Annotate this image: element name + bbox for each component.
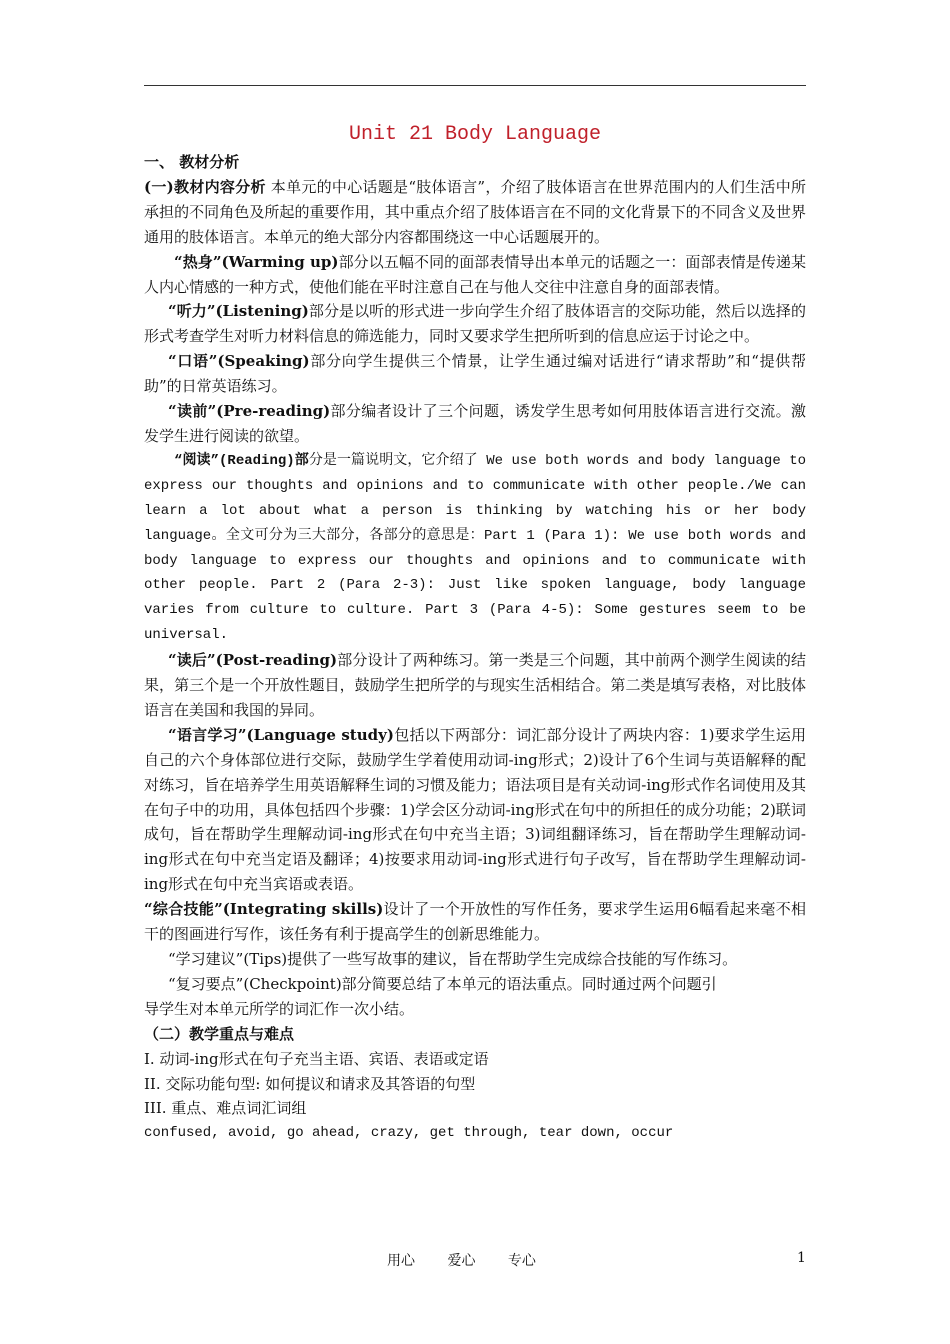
paragraph-label: “综合技能”(Integrating skills) xyxy=(144,900,384,919)
paragraph-text: 设计了一个开放性的写作任务，要求学生运用6幅看起来毫不相干的图画进行写作，该任务有利于提高学生的创新思维能力。 xyxy=(144,900,807,944)
paragraph-reading xyxy=(144,449,806,648)
paragraph-text: 部分编者设计了三个问题，诱发学生思考如何用肢体语言进行交流。激发学生进行阅读的欲望。 xyxy=(144,402,806,445)
footer-word: 用心 xyxy=(387,1253,415,1269)
paragraph-checkpoint-line1: “复习要点”(Checkpoint)部分简要总结了本单元的语法重点。同时通过两个问题引 xyxy=(168,974,717,993)
paragraph-text-english: We use both words and body language to express our thoughts and opinions and to communicate with other people./We can learn a lot about what a person is thinking by watching his or her body language。全文可分为三大部分，各部分的意思是：Part 1 (Para 1): We use both words and body language to express our thoughts and opinions and to communicate with other people. Part 2 (Para 2-3): Just like spoken language, body language varies from culture to culture. Part 3 (Para 4-5): Some gestures seem to be universal. xyxy=(144,452,807,644)
page-title: Unit 21 Body Language xyxy=(348,123,602,146)
vocab-list: confused, avoid, go ahead, crazy, get through, tear down, occur xyxy=(144,1125,674,1142)
list-item: III. 重点、难点词汇词组 xyxy=(144,1099,307,1118)
paragraph-warming-up xyxy=(144,250,806,300)
footer-word: 爱心 xyxy=(447,1253,476,1269)
paragraph-language-study xyxy=(144,723,806,897)
paragraph-integrating-skills xyxy=(144,897,806,947)
paragraph-speaking xyxy=(144,349,806,399)
paragraph-post-reading xyxy=(144,648,806,723)
section-heading: 一、 教材分析 xyxy=(144,153,240,171)
paragraph-label: “口语”(Speaking) xyxy=(168,352,310,371)
footer-word: 专心 xyxy=(507,1253,536,1269)
paragraph-text: 部分以五幅不同的面部表情导出本单元的话题之一：面部表情是传递某人内心情感的一种方式，使他们能在平时注意自己在与他人交往中注意自身的面部表情。 xyxy=(144,252,806,296)
section-heading: （二）教学重点与难点 xyxy=(144,1024,295,1043)
paragraph-tips: “学习建议”(Tips)提供了一些写故事的建议，旨在帮助学生完成综合技能的写作练习。 xyxy=(168,950,738,968)
list-item: I. 动词-ing形式在句子充当主语、宾语、表语或定语 xyxy=(144,1049,489,1068)
page-number: 1 xyxy=(797,1250,806,1266)
paragraph-text: 部分设计了两种练习。第一类是三个问题，其中前两个测学生阅读的结果，第三个是一个开放性题目，鼓励学生把所学的与现实生活相结合。第二类是填写表格，对比肢体语言在美国和我国的异同。 xyxy=(144,651,806,719)
paragraph-content-analysis xyxy=(144,175,806,250)
paragraph-label: “阅读”(Reading)部 xyxy=(174,452,309,469)
paragraph-label: “语言学习”(Language study) xyxy=(168,725,394,744)
header-rule xyxy=(144,85,806,86)
paragraph-listening xyxy=(144,299,806,349)
paragraph-label: (一)教材内容分析 xyxy=(144,177,266,196)
paragraph-text: 部分向学生提供三个情景，让学生通过编对话进行“请求帮助”和“提供帮助”的日常英语练习。 xyxy=(144,352,806,396)
paragraph-label: “听力”(Listening) xyxy=(168,302,309,321)
paragraph-pre-reading xyxy=(144,399,806,449)
paragraph-label: “热身”(Warming up) xyxy=(174,252,339,271)
paragraph-text: 部分是以听的形式进一步向学生介绍了肢体语言的交际功能，然后以选择的形式考查学生对听力材料信息的筛选能力，同时又要求学生把所听到的信息应运于讨论之中。 xyxy=(144,302,806,346)
paragraph-label: “读前”(Pre-reading) xyxy=(168,402,331,421)
paragraph-text: 本单元的中心话题是“肢体语言”，介绍了肢体语言在世界范围内的人们生活中所承担的不同角色及所起的重要作用，其中重点介绍了肢体语言在不同的文化背景下的不同含义及世界通用的肢体语言。本单元的绝大部分内容都围绕这一中心话题展开的。 xyxy=(144,177,806,246)
list-item: II. 交际功能句型: 如何提议和请求及其答语的句型 xyxy=(144,1074,476,1093)
paragraph-checkpoint-line2: 导学生对本单元所学的词汇作一次小结。 xyxy=(144,999,415,1018)
paragraph-text: 分是一篇说明文，它介绍了 xyxy=(308,452,478,469)
paragraph-label: “读后”(Post-reading) xyxy=(168,651,338,670)
document-body xyxy=(144,150,806,1146)
page-footer xyxy=(387,1250,564,1270)
paragraph-text: 包括以下两部分：词汇部分设计了两块内容：1)要求学生运用自己的六个身体部位进行交际，鼓励学生学着使用动词-ing形式；2)设计了6个生词与英语解释的配对练习，旨在培养学生用英语解释生词的习惯及能力；语法项目是有关动词-ing形式作名词使用及其在句子中的功用，具体包括四个步骤：1)学会区分动词-ing形式在句中的所担任的成分功能；2)联词成句，旨在帮助学生理解动词-ing形式在句中充当主语；3)词组翻译练习，旨在帮助学生理解动词-ing形式在句中充当定语及翻译；4)按要求用动词-ing形式进行句子改写，旨在帮助学生理解动词-ing形式在句中充当宾语或表语。 xyxy=(144,725,806,894)
